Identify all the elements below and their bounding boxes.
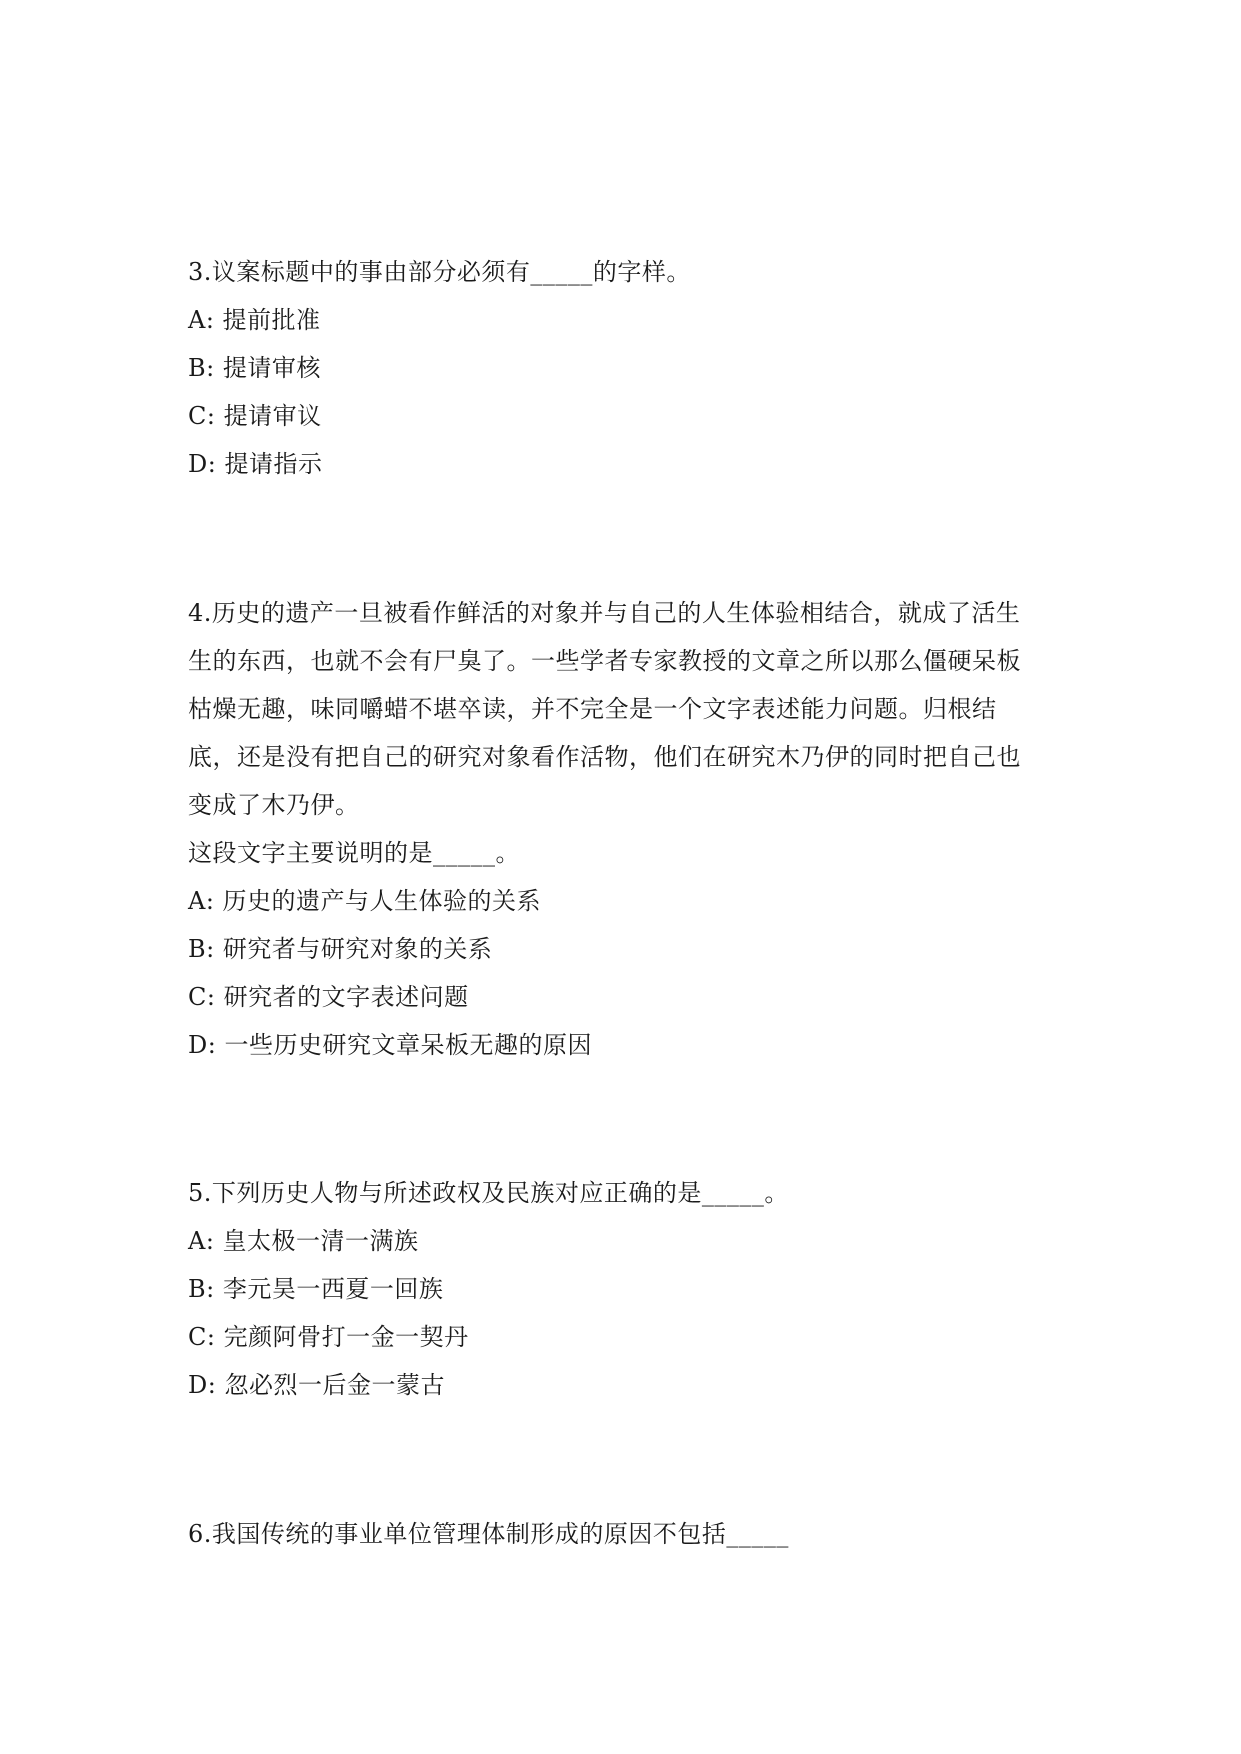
question-stem: 6.我国传统的事业单位管理体制形成的原因不包括_____	[188, 1520, 789, 1548]
option-c: C: 研究者的文字表述问题	[188, 983, 469, 1011]
question-prompt: 这段文字主要说明的是_____。	[188, 839, 520, 867]
option-a: A: 历史的遗产与人生体验的关系	[188, 887, 542, 915]
option-d: D: 提请指示	[188, 450, 323, 478]
option-b: B: 李元昊一西夏一回族	[188, 1275, 444, 1303]
option-d: D: 忽必烈一后金一蒙古	[188, 1371, 445, 1399]
option-b: B: 提请审核	[188, 354, 321, 382]
option-b: B: 研究者与研究对象的关系	[188, 935, 493, 963]
option-a: A: 皇太极一清一满族	[188, 1227, 419, 1255]
option-d: D: 一些历史研究文章呆板无趣的原因	[188, 1031, 592, 1059]
option-a: A: 提前批准	[188, 306, 321, 334]
question-stem-line: 4.历史的遗产一旦被看作鲜活的对象并与自己的人生体验相结合，就成了活生	[188, 599, 1021, 627]
question-stem-line: 变成了木乃伊。	[188, 791, 360, 819]
question-stem-line: 生的东西，也就不会有尸臭了。一些学者专家教授的文章之所以那么僵硬呆板	[188, 647, 1021, 675]
question-stem-line: 枯燥无趣，味同嚼蜡不堪卒读，并不完全是一个文字表述能力问题。归根结	[188, 695, 997, 723]
question-stem: 3.议案标题中的事由部分必须有_____的字样。	[188, 258, 691, 286]
option-c: C: 提请审议	[188, 402, 322, 430]
question-stem-line: 底，还是没有把自己的研究对象看作活物，他们在研究木乃伊的同时把自己也	[188, 743, 1021, 771]
question-stem: 5.下列历史人物与所述政权及民族对应正确的是_____。	[188, 1179, 789, 1207]
option-c: C: 完颜阿骨打一金一契丹	[188, 1323, 469, 1351]
